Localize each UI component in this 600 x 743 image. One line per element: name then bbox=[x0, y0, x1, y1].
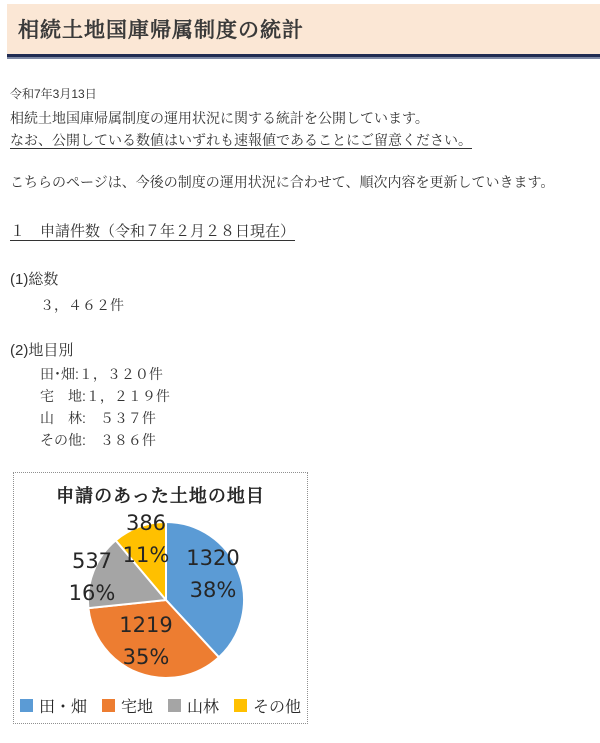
legend-swatch bbox=[20, 699, 33, 712]
land-category-item: 宅 地:１，２１９件 bbox=[40, 388, 170, 404]
chart-legend bbox=[20, 694, 301, 717]
land-category-item: その他: ３８６件 bbox=[40, 432, 156, 448]
pie-data-label: 537 16% bbox=[68, 549, 116, 605]
legend-label: その他 bbox=[252, 699, 301, 716]
land-category-item: 田･畑:１，３２０件 bbox=[40, 366, 163, 382]
legend-label: 田・畑 bbox=[39, 699, 88, 716]
subsection-2-label: (2)地目別 bbox=[10, 342, 74, 359]
total-count-value: ３，４６２件 bbox=[40, 297, 124, 313]
intro-paragraph bbox=[10, 107, 600, 151]
land-category-list bbox=[10, 363, 600, 451]
chart-title: 申請のあった土地の地目 bbox=[56, 486, 265, 506]
section-heading: １ 申請件数（令和７年２月２８日現在） bbox=[10, 223, 296, 240]
land-category-item: 山 林: ５３７件 bbox=[40, 410, 156, 426]
legend-item-0 bbox=[20, 694, 87, 717]
page-banner bbox=[7, 4, 600, 57]
subsection-1-label: (1)総数 bbox=[10, 271, 59, 288]
intro-line1: 相続土地国庫帰属制度の運用状況に関する統計を公開しています。 bbox=[10, 110, 429, 126]
main-content bbox=[0, 85, 600, 724]
legend-swatch bbox=[234, 699, 247, 712]
pie-data-label: 1219 35% bbox=[119, 613, 173, 669]
intro-note-underlined: なお、公開している数値はいずれも速報値であることにご留意ください。 bbox=[10, 132, 472, 148]
pie-data-label: 386 11% bbox=[122, 511, 170, 567]
date-label: 令和7年3月13日 bbox=[10, 87, 97, 101]
legend-swatch bbox=[102, 699, 115, 712]
pie-chart-svg bbox=[14, 473, 307, 723]
pie-data-label: 1320 38% bbox=[186, 546, 240, 602]
legend-label: 山林 bbox=[186, 699, 219, 716]
legend-item-3 bbox=[234, 694, 301, 717]
legend-item-1 bbox=[102, 694, 153, 717]
page-title: 相続土地国庫帰属制度の統計 bbox=[18, 19, 304, 42]
legend-swatch bbox=[168, 699, 181, 712]
legend-label: 宅地 bbox=[120, 699, 153, 716]
update-note: こちらのページは、今後の制度の運用状況に合わせて、順次内容を更新していきます。 bbox=[10, 174, 555, 190]
legend-item-2 bbox=[168, 694, 219, 717]
chart-panel bbox=[13, 472, 308, 724]
